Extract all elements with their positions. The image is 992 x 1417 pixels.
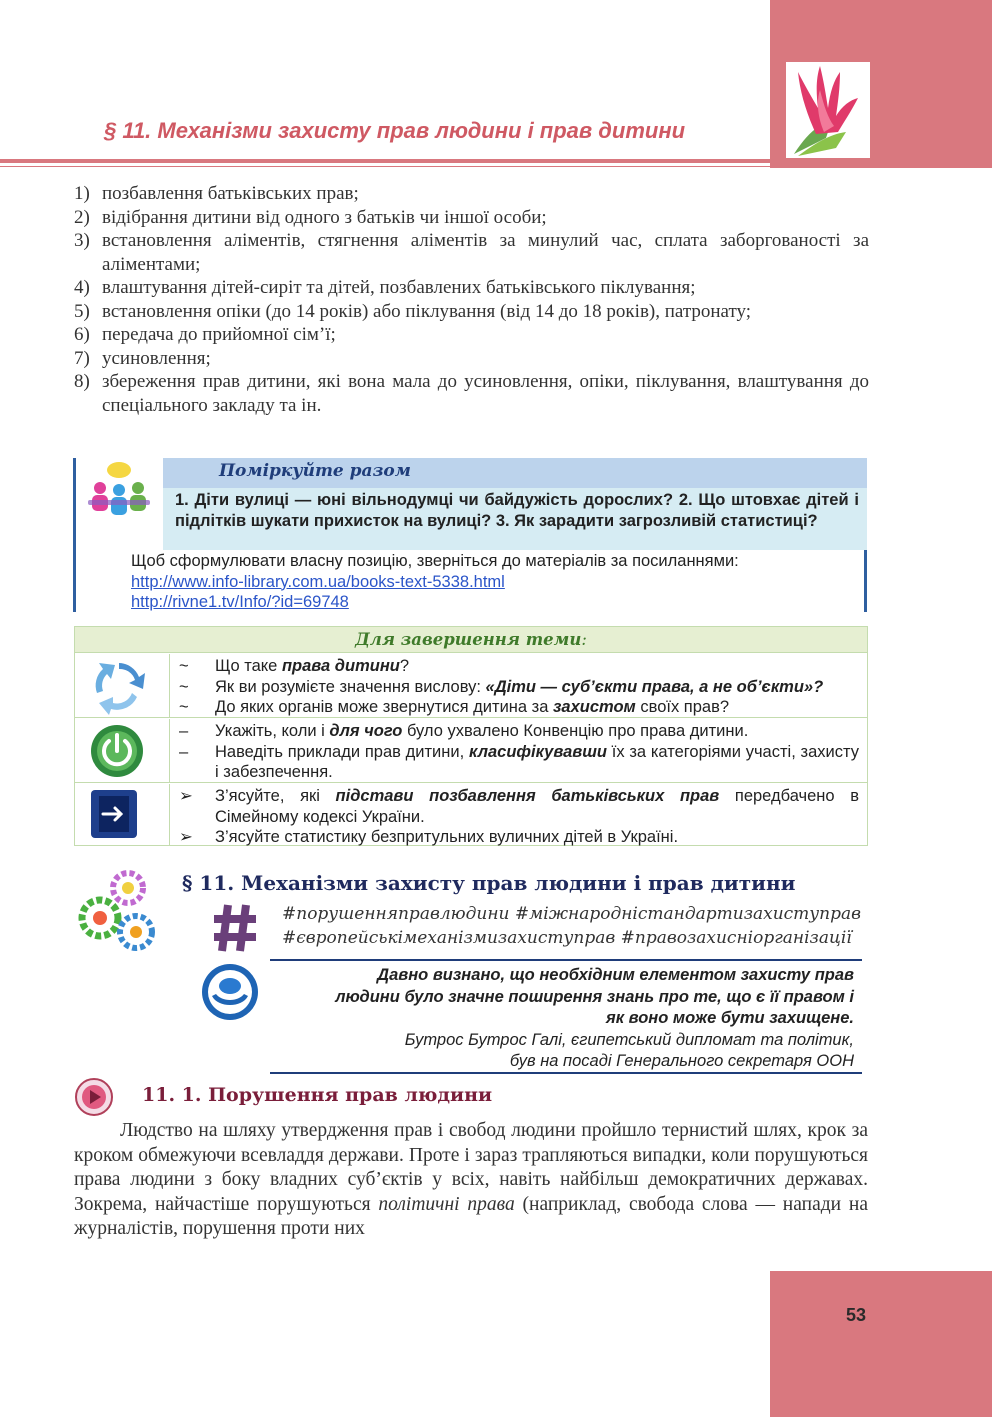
quote-rule — [270, 1072, 862, 1074]
quote-rule — [270, 959, 862, 961]
list-item: – Укажіть, коли і для чого було ухвалено Конвенцію про права дитини. — [179, 722, 749, 740]
quote-block — [272, 965, 854, 1073]
quote-line: Давно визнано, що необхідним елементом захисту прав — [377, 966, 854, 984]
list-item: ➢ З’ясуйте, які підстави позбавлення батьківських прав передбачено в Сімейному кодексі України. — [179, 787, 859, 826]
list-item: 3) встановлення аліментів, стягнення аліментів за минулий час, сплата заборгованості за аліментами; — [74, 230, 869, 275]
play-icon — [74, 1077, 114, 1117]
subsection-title: 11. 1. Порушення прав людини — [142, 1084, 493, 1106]
completion-items — [179, 721, 859, 783]
people-discussion-icon — [86, 460, 152, 520]
think-body — [131, 551, 861, 613]
page-number: 53 — [846, 1305, 867, 1325]
hashtag-line: #європейськімеханізмизахиступрав #правозахисніорганізації — [282, 928, 852, 948]
power-cell — [75, 719, 170, 782]
think-label: Поміркуйте разом — [219, 461, 411, 481]
list-item: 5) встановлення опіки (до 14 років) або піклування (від 14 до 18 років), патронату; — [74, 300, 752, 322]
list-item: 8) збереження прав дитини, які вона мала до усиновлення, опіки, піклування, влаштування до спеціального закладу та ін. — [74, 371, 869, 416]
completion-row-questions — [75, 654, 867, 718]
think-questions: 1. Діти вулиці — юні вільнодумці чи байдужість дорослих? 2. Що штовхає дітей і підлітків шукати прихисток на вулиці? 3. Як зарадити загрозливій статистиці? — [163, 488, 867, 550]
completion-header: Для завершення теми: — [75, 627, 867, 653]
quote-author: Бутрос Бутрос Галі, єгипетський дипломат та політик, — [404, 1030, 854, 1049]
exit-door-cell — [75, 784, 170, 845]
hashtag-line: #порушенняправлюдини #міжнароднiстандартизахиступрав — [282, 904, 862, 924]
power-icon — [89, 723, 145, 779]
exit-door-icon — [89, 788, 139, 840]
hashtags — [282, 902, 861, 950]
brain-hands-icon — [200, 962, 260, 1022]
header-rule-thin — [0, 166, 770, 167]
body-paragraph: Людство на шляху утвердження прав і свобод людини пройшло тернистий шлях, крок за кроком обмежуючи всевладдя держави. Проте і зараз трапляються випадки, коли порушуються права людини з боку владних суб’єктів у всіх, навіть найбільш демократичних державах. Зокрема, найчастіше порушуються політичні права (наприклад, свобода слова — напади на журналістів, порушення проти них — [74, 1120, 868, 1239]
list-item: ~ Як ви розумієте значення вислову: «Діти — суб’єкти права, а не об’єкти»? — [179, 677, 824, 696]
think-header — [163, 458, 867, 488]
think-together-box — [73, 458, 867, 612]
numbered-list — [74, 182, 869, 417]
resource-link-1[interactable]: http://www.info-library.com.ua/books-text-5338.html — [131, 572, 505, 591]
hashtag-icon — [212, 903, 258, 953]
gears-icon — [76, 870, 160, 954]
list-item: 1) позбавлення батьківських прав; — [74, 183, 359, 204]
list-item: ~ Що таке права дитини? — [179, 657, 410, 675]
footer-band — [770, 1271, 992, 1417]
completion-row-research — [75, 784, 867, 845]
section-title: § 11. Механізми захисту прав людини і прав дитини — [182, 871, 796, 895]
list-item: – Наведіть приклади прав дитини, класифікувавши їх за категоріями участі, захисту і забезпечення. — [179, 742, 859, 781]
list-item: 4) влаштування дітей-сиріт та дітей, позбавлених батьківського піклування; — [74, 277, 696, 298]
completion-items — [179, 656, 859, 718]
page-header-title: § 11. Механізми захисту прав людини і прав дитини — [104, 118, 686, 143]
completion-items — [179, 786, 859, 848]
cycle-arrows-cell — [75, 654, 170, 717]
list-item: 6) передача до прийомної сім’ї; — [74, 324, 336, 345]
header-rule — [0, 159, 770, 163]
completion-table — [74, 626, 868, 846]
list-item: 7) усиновлення; — [74, 347, 211, 369]
cycle-arrows-icon — [89, 657, 149, 715]
list-item: ~ До яких органів може звернутися дитина за захистом своїх прав? — [179, 698, 730, 716]
think-intro: Щоб сформулювати власну позицію, зверніться до матеріалів за посиланнями: — [131, 552, 739, 570]
quote-line: людини було значне поширення знань про те, що є її правом і — [335, 987, 854, 1006]
quote-author: був на посаді Генерального секретаря ООН — [509, 1052, 854, 1070]
resource-link-2[interactable]: http://rivne1.tv/Info/?id=69748 — [131, 593, 349, 611]
hands-logo-icon — [786, 62, 870, 158]
completion-row-tasks — [75, 719, 867, 783]
quote-line: як воно може бути захищене. — [606, 1009, 854, 1027]
list-item: 2) відібрання дитини від одного з батьків чи іншої особи; — [74, 206, 547, 228]
list-item: ➢ З’ясуйте статистику безпритульних вуличних дітей в Україні. — [179, 828, 679, 846]
